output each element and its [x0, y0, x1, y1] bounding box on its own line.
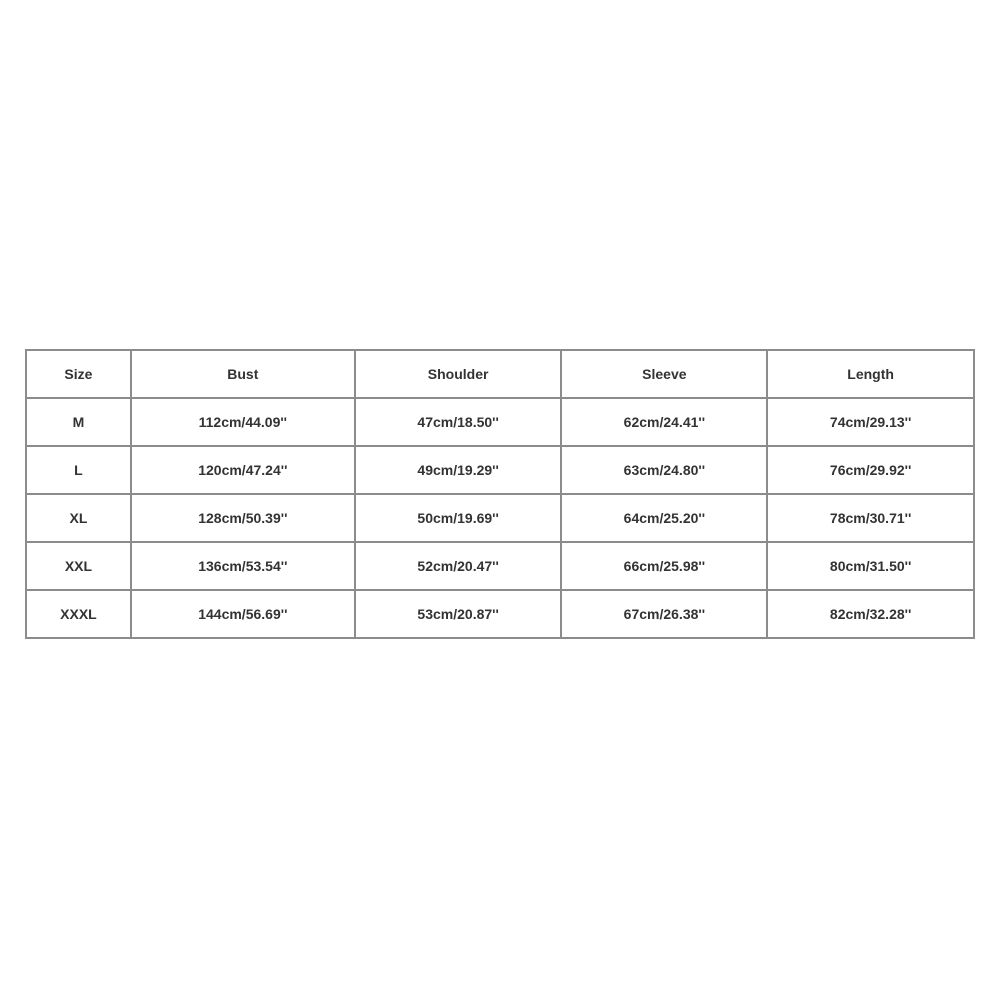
header-shoulder: Shoulder — [355, 350, 562, 398]
cell-size: XXL — [26, 542, 131, 590]
table-row — [26, 590, 974, 638]
cell-size: M — [26, 398, 131, 446]
cell-size: L — [26, 446, 131, 494]
cell-bust: 144cm/56.69'' — [131, 590, 355, 638]
cell-bust: 120cm/47.24'' — [131, 446, 355, 494]
size-chart-table — [25, 349, 975, 639]
cell-length: 78cm/30.71'' — [767, 494, 974, 542]
cell-shoulder: 52cm/20.47'' — [355, 542, 562, 590]
cell-sleeve: 62cm/24.41'' — [561, 398, 767, 446]
header-sleeve: Sleeve — [561, 350, 767, 398]
cell-shoulder: 53cm/20.87'' — [355, 590, 562, 638]
table-row — [26, 398, 974, 446]
cell-bust: 136cm/53.54'' — [131, 542, 355, 590]
cell-shoulder: 50cm/19.69'' — [355, 494, 562, 542]
cell-sleeve: 67cm/26.38'' — [561, 590, 767, 638]
table-row — [26, 542, 974, 590]
cell-length: 74cm/29.13'' — [767, 398, 974, 446]
cell-length: 80cm/31.50'' — [767, 542, 974, 590]
header-length: Length — [767, 350, 974, 398]
header-size: Size — [26, 350, 131, 398]
cell-sleeve: 63cm/24.80'' — [561, 446, 767, 494]
cell-bust: 112cm/44.09'' — [131, 398, 355, 446]
cell-length: 76cm/29.92'' — [767, 446, 974, 494]
cell-size: XL — [26, 494, 131, 542]
header-bust: Bust — [131, 350, 355, 398]
cell-size: XXXL — [26, 590, 131, 638]
cell-sleeve: 64cm/25.20'' — [561, 494, 767, 542]
cell-shoulder: 49cm/19.29'' — [355, 446, 562, 494]
table-row — [26, 446, 974, 494]
cell-length: 82cm/32.28'' — [767, 590, 974, 638]
header-row — [26, 350, 974, 398]
cell-bust: 128cm/50.39'' — [131, 494, 355, 542]
table-row — [26, 494, 974, 542]
cell-sleeve: 66cm/25.98'' — [561, 542, 767, 590]
cell-shoulder: 47cm/18.50'' — [355, 398, 562, 446]
